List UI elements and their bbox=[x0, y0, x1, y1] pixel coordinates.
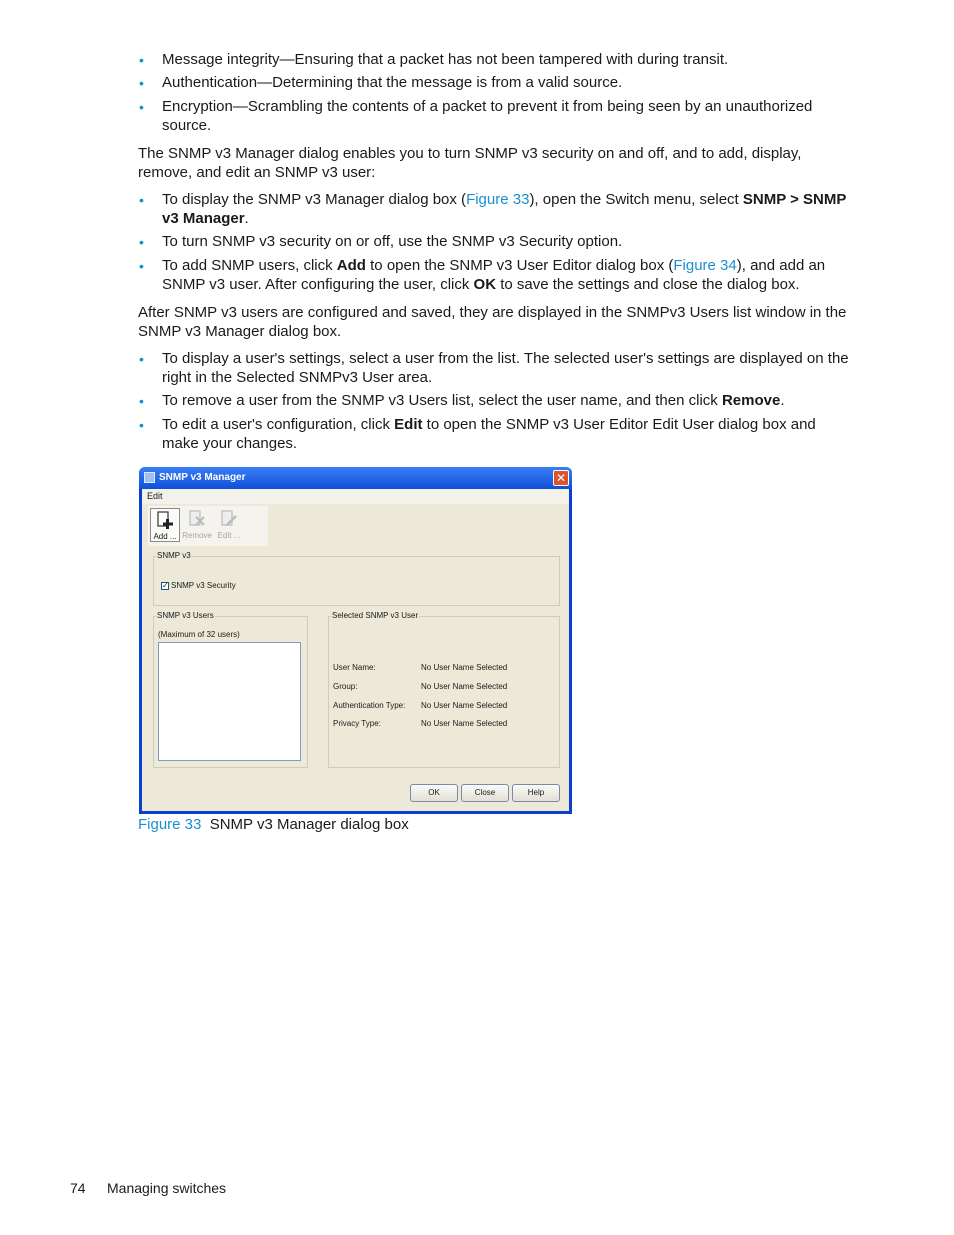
group-value: No User Name Selected bbox=[421, 682, 508, 691]
dialog-title: SNMP v3 Manager bbox=[159, 472, 246, 483]
remove-button[interactable]: Remove bbox=[182, 508, 212, 542]
figure-title: SNMP v3 Manager dialog box bbox=[209, 816, 409, 833]
bullet-turn-security: • To turn SNMP v3 security on or off, use the SNMP v3 Security option. bbox=[139, 233, 623, 250]
dialog-body bbox=[142, 489, 569, 811]
figure-34-link[interactable]: Figure 34 bbox=[673, 257, 737, 274]
edit-button[interactable]: Edit ... bbox=[214, 508, 244, 542]
users-max-label: (Maximum of 32 users) bbox=[158, 630, 240, 639]
bullet-integrity: • Message integrity—Ensuring that a packet has not been tampered with during transit. bbox=[139, 51, 729, 68]
section-name: Managing switches bbox=[107, 1180, 227, 1196]
authentication-type-label: Authentication Type: bbox=[333, 701, 406, 710]
toolbar bbox=[148, 506, 268, 546]
users-group-label: SNMP v3 Users bbox=[157, 611, 214, 620]
bullet-remove-user: • To remove a user from the SNMP v3 Users list, select the user name, and then click Remove. bbox=[139, 392, 785, 409]
bullet-display-user: • To display a user's settings, select a user from the list. The selected user's settings are displayed on the right in the Selected SNMPv3 User area. bbox=[139, 350, 849, 386]
selected-user-group bbox=[328, 616, 560, 768]
page-footer bbox=[70, 1180, 226, 1196]
ok-button[interactable]: OK bbox=[410, 784, 458, 802]
dialog-titlebar[interactable] bbox=[139, 467, 572, 489]
edit-user-icon bbox=[219, 509, 239, 529]
bullet-edit-user: • To edit a user's configuration, click Edit to open the SNMP v3 User Editor Edit User dialog box and make your changes. bbox=[139, 416, 816, 452]
bullet-encryption: • Encryption—Scrambling the contents of a packet to prevent it from being seen by an unauthorized source. bbox=[139, 98, 813, 134]
user-name-label: User Name: bbox=[333, 663, 376, 672]
figure-number: Figure 33 bbox=[138, 816, 202, 833]
window-icon bbox=[144, 472, 155, 483]
add-button[interactable]: Add ... bbox=[150, 508, 180, 542]
snmp-v3-group-label: SNMP v3 bbox=[157, 551, 191, 560]
intro-paragraph: The SNMP v3 Manager dialog enables you to turn SNMP v3 security on and off, and to add, display, remove, and edit an SNMP v3 user: bbox=[138, 145, 802, 181]
close-icon[interactable]: ✕ bbox=[553, 470, 569, 486]
checkbox-checkmark-icon: ✓ bbox=[162, 580, 169, 590]
figure-caption bbox=[138, 816, 409, 833]
snmp-v3-manager-dialog bbox=[139, 467, 572, 814]
add-user-icon bbox=[155, 510, 175, 530]
bullet-add-users: • To add SNMP users, click Add to open the SNMP v3 User Editor dialog box (Figure 34), and add an SNMP v3 user. After configuring the user, click OK to save the settings and close the dialog box. bbox=[139, 257, 826, 293]
snmp-v3-security-checkbox[interactable]: ✓ SNMP v3 Security bbox=[162, 580, 236, 590]
help-button[interactable]: Help bbox=[512, 784, 560, 802]
users-list[interactable] bbox=[158, 642, 301, 761]
authentication-type-value: No User Name Selected bbox=[421, 701, 508, 710]
menu-edit[interactable]: Edit bbox=[147, 491, 163, 501]
close-button[interactable]: Close bbox=[461, 784, 509, 802]
figure-33-link[interactable]: Figure 33 bbox=[466, 191, 530, 208]
privacy-type-label: Privacy Type: bbox=[333, 719, 381, 728]
privacy-type-value: No User Name Selected bbox=[421, 719, 508, 728]
bullet-display-dialog: • To display the SNMP v3 Manager dialog box (Figure 33), open the Switch menu, select SNMP > SNMP v3 Manager. bbox=[139, 191, 847, 227]
after-config-paragraph: After SNMP v3 users are configured and saved, they are displayed in the SNMPv3 Users list window in the SNMP v3 Manager dialog box. bbox=[138, 304, 847, 340]
selected-user-group-label: Selected SNMP v3 User bbox=[332, 611, 419, 620]
user-name-value: No User Name Selected bbox=[421, 663, 508, 672]
remove-user-icon bbox=[187, 509, 207, 529]
group-label: Group: bbox=[333, 682, 358, 691]
bullet-authentication: • Authentication—Determining that the message is from a valid source. bbox=[139, 74, 623, 91]
page-number: 74 bbox=[70, 1180, 86, 1196]
menubar bbox=[142, 489, 569, 504]
